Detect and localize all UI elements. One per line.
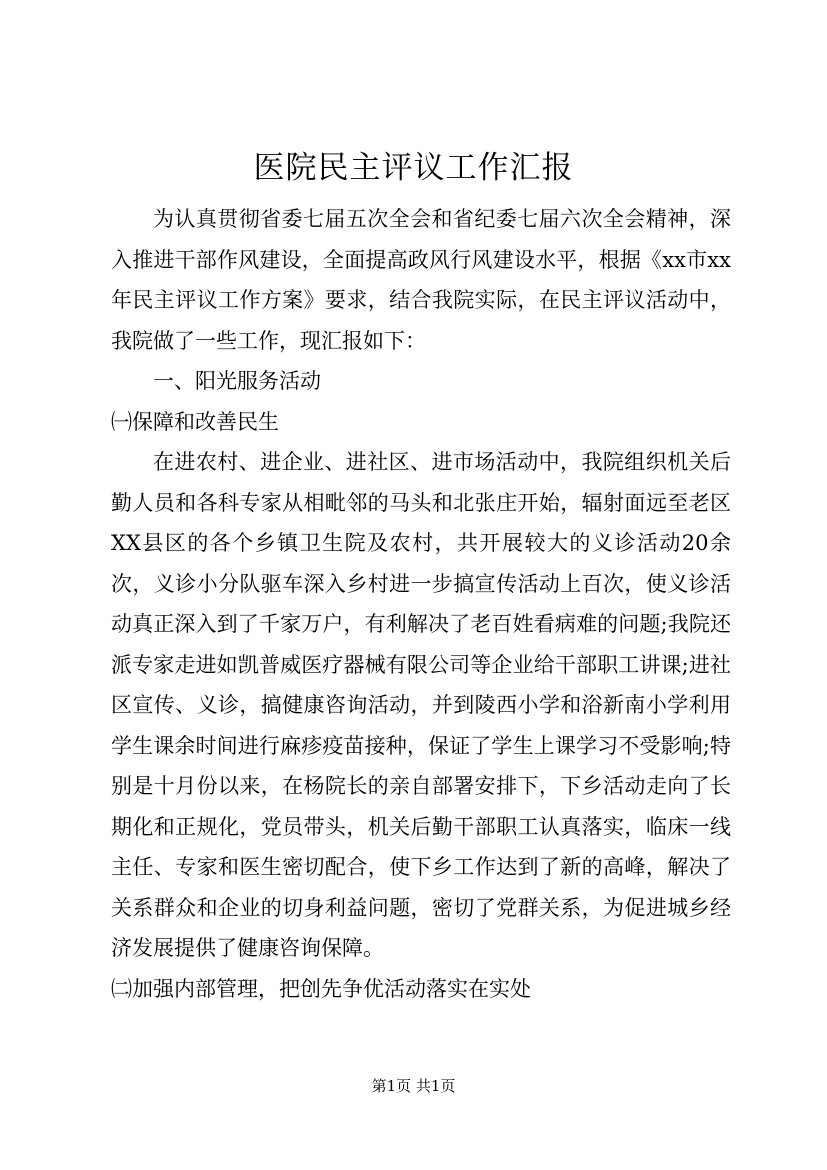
subsection-heading-1: ㈠保障和改善民生 xyxy=(111,409,279,434)
document-title: 医院民主评议工作汇报 xyxy=(253,150,574,186)
document-body xyxy=(111,199,731,1009)
page-footer: 第1页 共1页 xyxy=(371,1077,456,1095)
section-heading: 一、阳光服务活动 xyxy=(153,369,321,393)
body-paragraph: 在进农村、进企业、进社区、进市场活动中，我院组织机关后勤人员和各科专家从相毗邻的马头和北张庄开始，辐射面远至老区XX县区的各个乡镇卫生院及农村，共开展较大的义诊活动20余次，义诊小分队驱车深入乡村进一步搞宣传活动上百次，使义诊活动真正深入到了千家万户，有利解决了老百姓看病难的问题;我院还派专家走进如凯普威医疗器械有限公司等企业给干部职工讲课;进社区宣传、义诊，搞健康咨询活动，并到陵西小学和浴新南小学利用学生课余时间进行麻疹疫苗接种，保证了学生上课学习不受影响;特别是十月份以来，在杨院长的亲自部署安排下，下乡活动走向了长期化和正规化，党员带头，机关后勤干部职工认真落实，临床一线主任、专家和医生密切配合，使下乡工作达到了新的高峰，解决了关系群众和企业的切身利益问题，密切了党群关系，为促进城乡经济发展提供了健康咨询保障。 xyxy=(111,450,731,960)
subsection-heading-2: ㈡加强内部管理，把创先争优活动落实在实处 xyxy=(111,976,531,1001)
intro-paragraph: 为认真贯彻省委七届五次全会和省纪委七届六次全会精神，深入推进干部作风建设，全面提高政风行风建设水平，根据《xx市xx年民主评议工作方案》要求，结合我院实际，在民主评议活动中，我院做了一些工作，现汇报如下： xyxy=(111,207,731,353)
